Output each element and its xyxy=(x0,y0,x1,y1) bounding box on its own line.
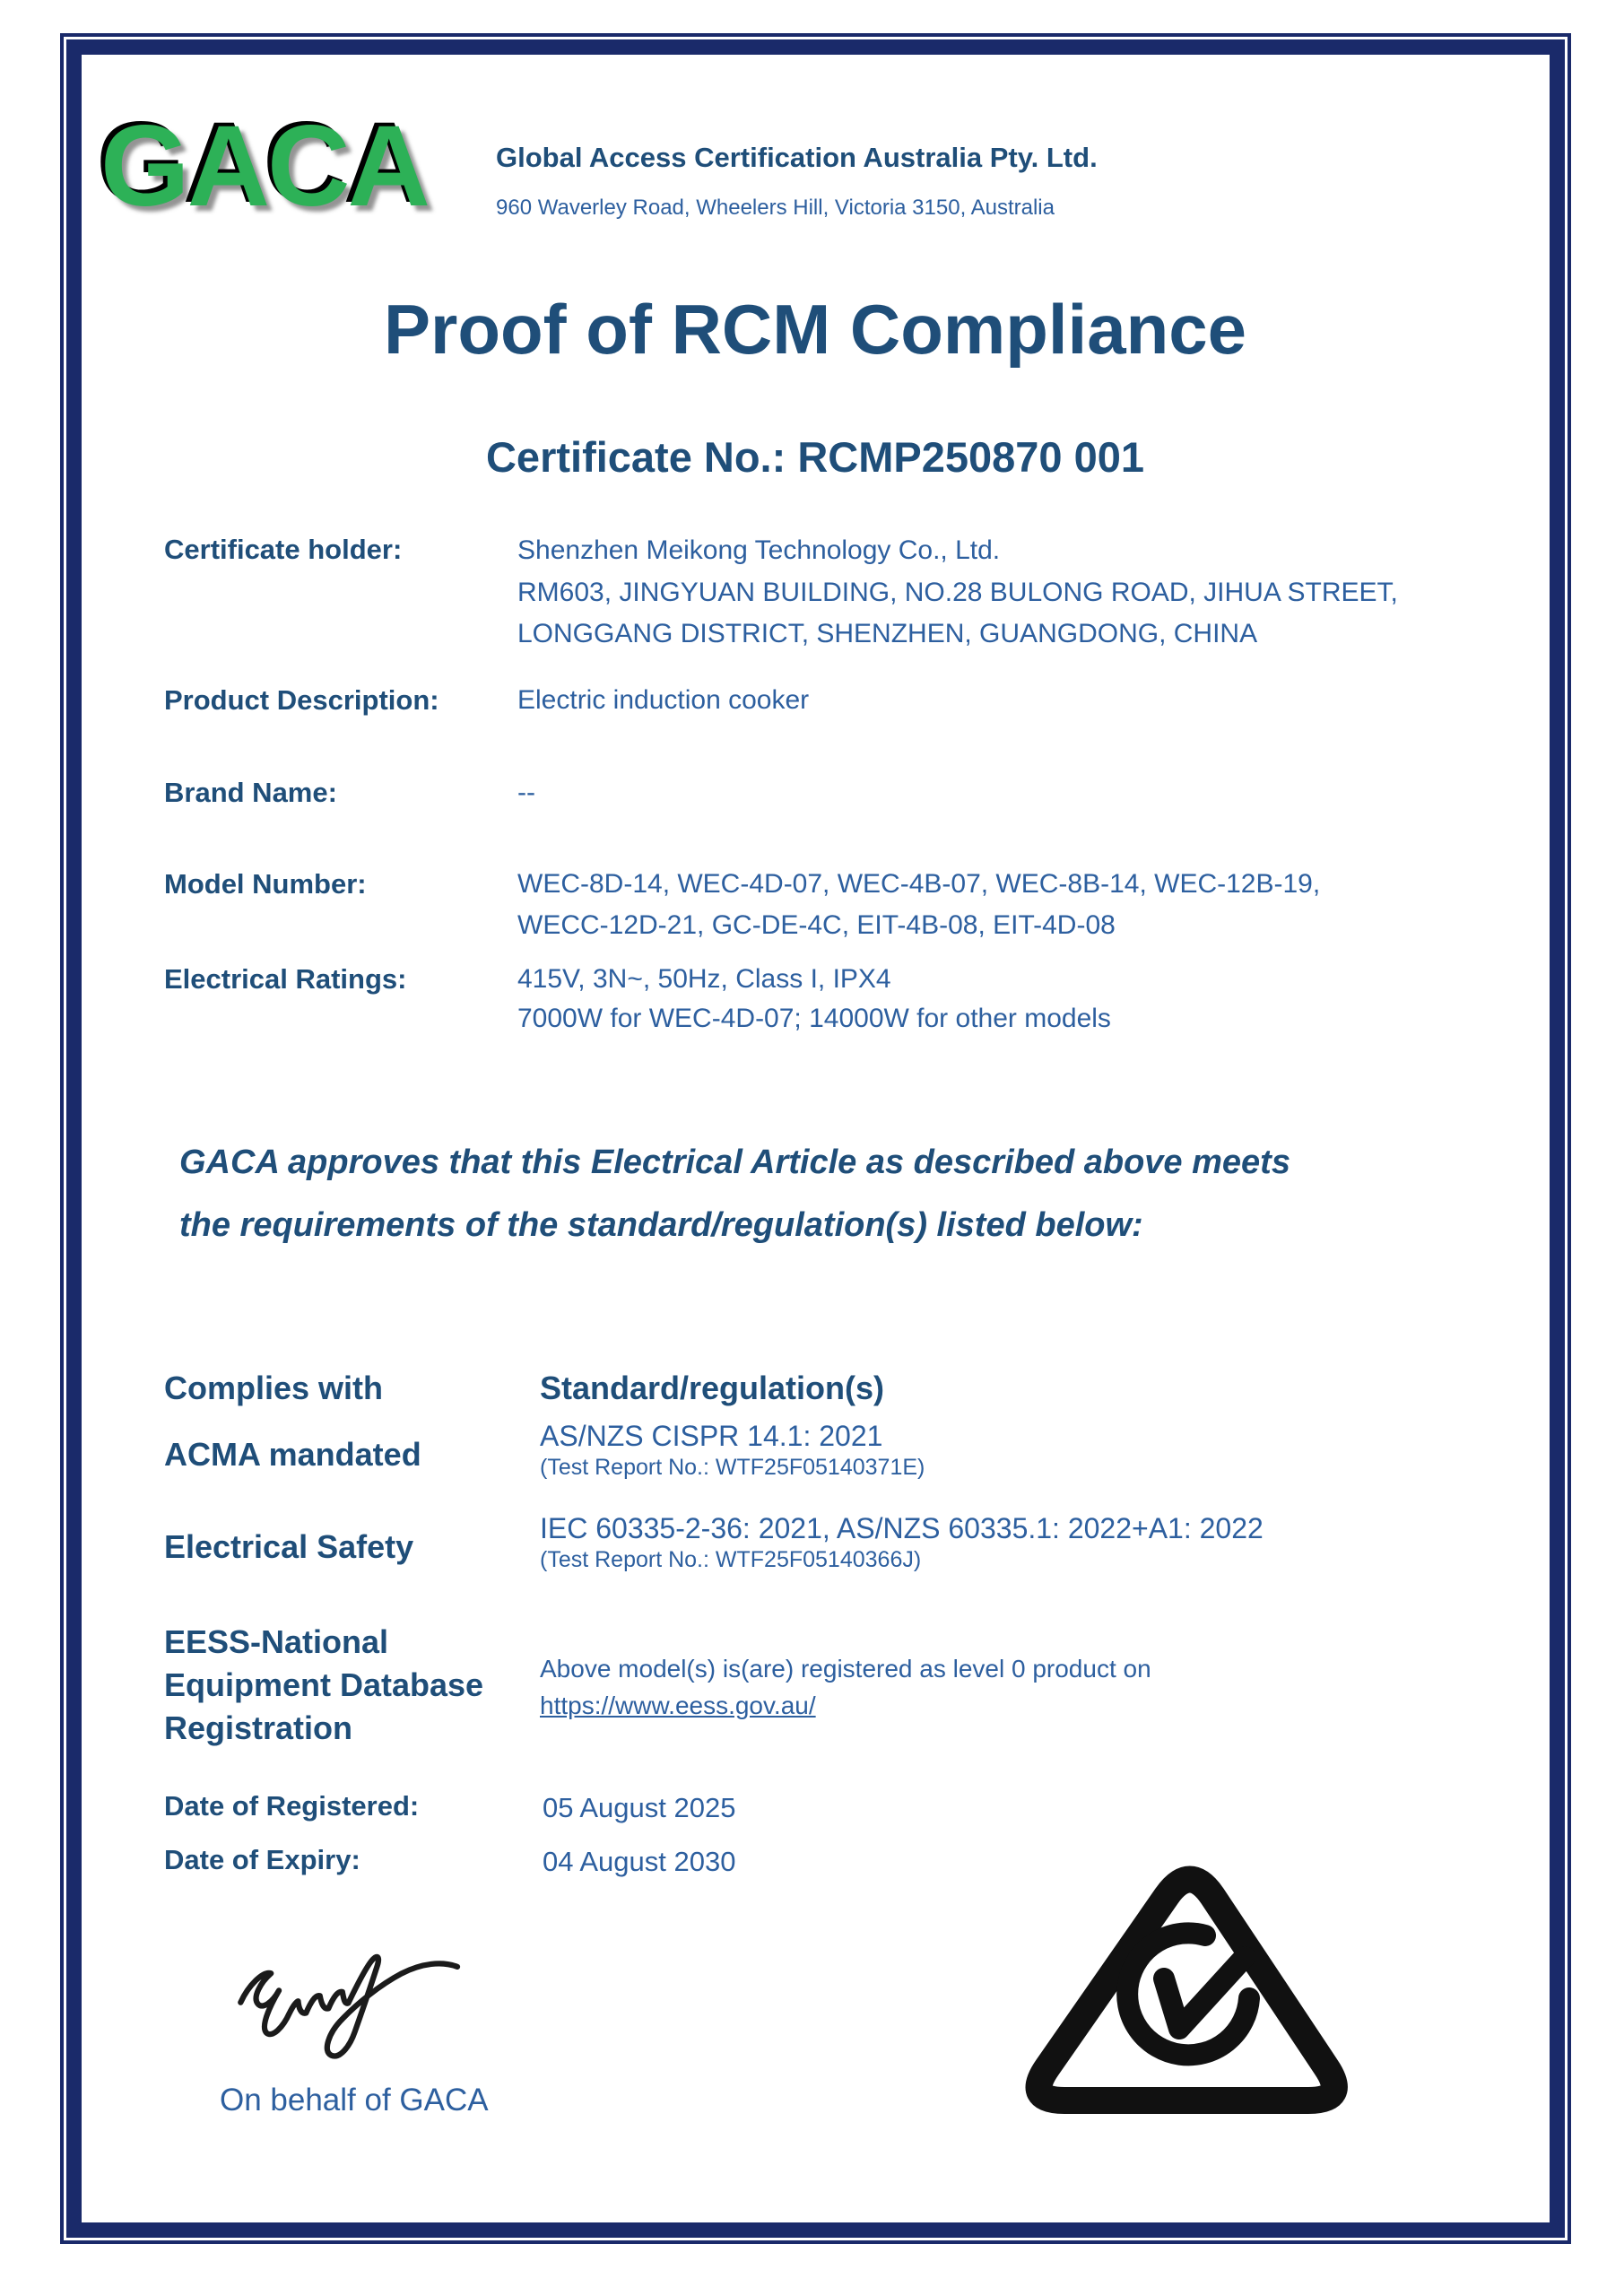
acma-standard: AS/NZS CISPR 14.1: 2021 xyxy=(540,1420,883,1452)
model-line2: WECC-12D-21, GC-DE-4C, EIT-4B-08, EIT-4D-08 xyxy=(517,910,1116,940)
page-title: Proof of RCM Compliance xyxy=(383,290,1246,369)
approval-statement-line2: the requirements of the standard/regulation(s) listed below: xyxy=(179,1206,1143,1244)
product-value: Electric induction cooker xyxy=(517,685,810,715)
date-registered-label: Date of Registered: xyxy=(164,1790,420,1822)
model-line1: WEC-8D-14, WEC-4D-07, WEC-4B-07, WEC-8B-14, WEC-12B-19, xyxy=(517,869,1321,899)
acma-test-report: (Test Report No.: WTF25F05140371E) xyxy=(540,1455,925,1480)
date-registered-value: 05 August 2025 xyxy=(543,1792,736,1823)
standard-regulations-header: Standard/regulation(s) xyxy=(540,1370,885,1406)
eess-label-line3: Registration xyxy=(164,1709,353,1746)
eess-link[interactable]: https://www.eess.gov.au/ xyxy=(540,1692,816,1719)
eess-link-wrap xyxy=(540,1692,816,1720)
holder-name: Shenzhen Meikong Technology Co., Ltd. xyxy=(517,535,1001,565)
safety-category: Electrical Safety xyxy=(164,1528,414,1565)
ratings-label: Electrical Ratings: xyxy=(164,963,407,995)
on-behalf-text: On behalf of GACA xyxy=(220,2083,489,2118)
complies-with-header: Complies with xyxy=(164,1370,384,1406)
eess-label-line1: EESS-National xyxy=(164,1623,389,1660)
ratings-line1: 415V, 3N~, 50Hz, Class I, IPX4 xyxy=(517,964,891,994)
brand-label: Brand Name: xyxy=(164,777,337,808)
rcm-mark-icon xyxy=(991,1830,1376,2157)
holder-label: Certificate holder: xyxy=(164,534,403,565)
brand-value: -- xyxy=(517,778,535,807)
date-expiry-label: Date of Expiry: xyxy=(164,1844,360,1875)
eess-registration-text: Above model(s) is(are) registered as level 0 product on xyxy=(540,1655,1151,1683)
certificate-number: Certificate No.: RCMP250870 001 xyxy=(485,433,1145,481)
ratings-line2: 7000W for WEC-4D-07; 14000W for other models xyxy=(517,1004,1111,1033)
safety-test-report: (Test Report No.: WTF25F05140366J) xyxy=(540,1547,922,1572)
eess-label-line2: Equipment Database xyxy=(164,1666,484,1703)
date-expiry-value: 04 August 2030 xyxy=(543,1846,736,1877)
product-label: Product Description: xyxy=(164,684,439,716)
model-label: Model Number: xyxy=(164,868,367,900)
approval-statement-line1: GACA approves that this Electrical Article as described above meets xyxy=(179,1144,1290,1181)
safety-standard: IEC 60335-2-36: 2021, AS/NZS 60335.1: 2022+A1: 2022 xyxy=(540,1512,1264,1544)
holder-address-line2: LONGGANG DISTRICT, SHENZHEN, GUANGDONG, CHINA xyxy=(517,619,1258,648)
gaca-logo: GACA xyxy=(100,102,428,230)
signature-icon xyxy=(231,1926,482,2076)
company-name: Global Access Certification Australia Pty. Ltd. xyxy=(496,142,1098,173)
company-address: 960 Waverley Road, Wheelers Hill, Victoria 3150, Australia xyxy=(496,196,1055,220)
acma-category: ACMA mandated xyxy=(164,1436,421,1473)
holder-address-line1: RM603, JINGYUAN BUILDING, NO.28 BULONG ROAD, JIHUA STREET, xyxy=(517,578,1398,607)
